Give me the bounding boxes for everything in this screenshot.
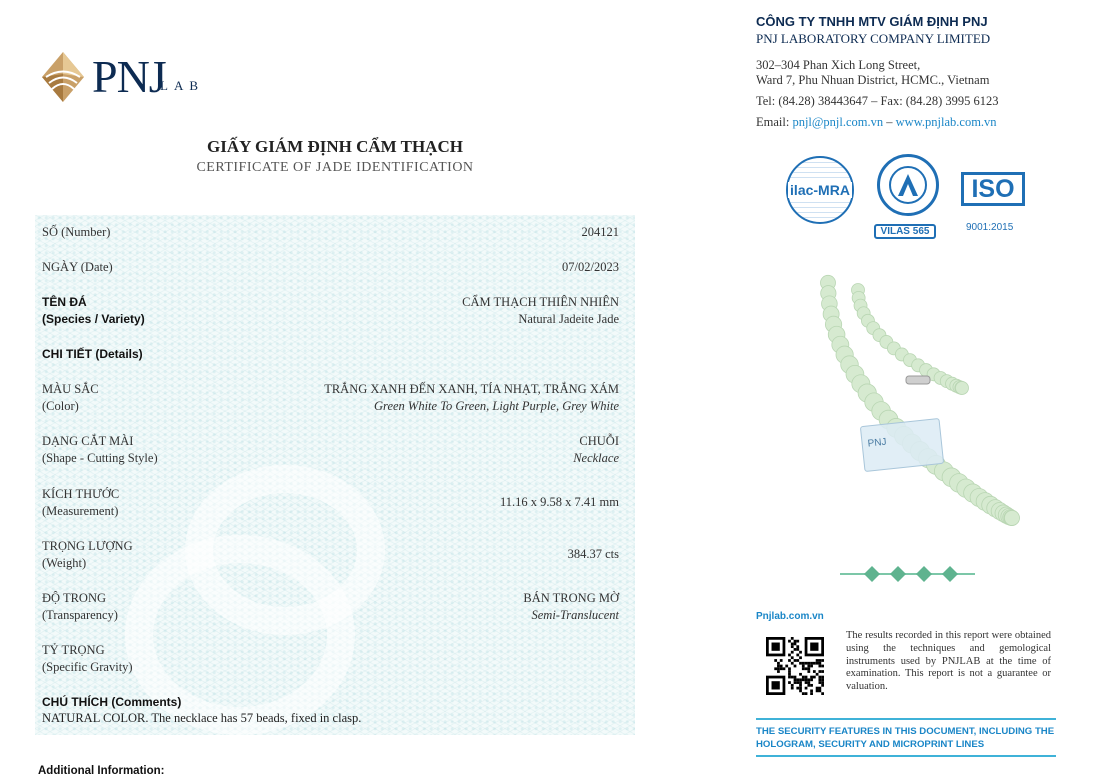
field-label: TỶ TRỌNG (42, 643, 105, 657)
logo-suffix: LAB (160, 78, 204, 93)
identification-tag (860, 418, 944, 472)
divider (756, 718, 1056, 720)
pnj-decorative-band (840, 566, 975, 582)
boa-mark-icon (891, 168, 925, 202)
company-contact (756, 115, 997, 130)
field-value-en: Natural Jadeite Jade (518, 312, 619, 326)
qr-code-icon (765, 637, 825, 695)
clasp-icon (906, 376, 930, 384)
field-label: TÊN ĐÁ (42, 295, 87, 309)
field-value-en: Necklace (573, 451, 619, 465)
boa-badge-icon (877, 154, 939, 216)
certificate-title: GIẤY GIÁM ĐỊNH CẨM THẠCH (207, 137, 463, 156)
field-label: KÍCH THƯỚC (42, 487, 120, 501)
field-label: DẠNG CẮT MÀI (42, 434, 134, 448)
field-value: 07/02/2023 (562, 260, 619, 274)
iso-badge-icon: ISO (961, 172, 1025, 206)
email-link[interactable]: pnjl@pnjl.com.vn (792, 115, 884, 129)
field-label-en: (Species / Variety) (42, 312, 145, 326)
ilac-badge-text: ilac-MRA (788, 182, 852, 198)
security-background-panel (35, 215, 635, 735)
iso-number: 9001:2015 (966, 222, 1014, 233)
certificate-subtitle: CERTIFICATE OF JADE IDENTIFICATION (196, 160, 474, 175)
jade-bead (1005, 510, 1020, 525)
company-address-line2: Ward 7, Phu Nhuan District, HCMC., Vietnam (756, 73, 990, 87)
vilas-badge: VILAS 565 (874, 224, 936, 239)
section-heading: CHÚ THÍCH (Comments) (42, 695, 182, 709)
email-label: Email: (756, 115, 793, 129)
field-value: BÁN TRONG MỜ (523, 591, 619, 605)
accreditation-badges (780, 153, 1060, 243)
field-value: CHUỖI (579, 434, 619, 448)
field-value: 11.16 x 9.58 x 7.41 mm (500, 495, 619, 509)
field-label: TRỌNG LƯỢNG (42, 539, 133, 553)
field-value: 384.37 cts (567, 547, 619, 561)
company-phone: Tel: (84.28) 38443647 – Fax: (84.28) 3995 6123 (756, 94, 999, 108)
boa-badge-inner (889, 166, 927, 204)
comments-text: NATURAL COLOR. The necklace has 57 beads, fixed in clasp. (42, 711, 362, 725)
field-label-en: (Shape - Cutting Style) (42, 451, 158, 465)
pnj-logo-icon (40, 50, 86, 104)
company-name-vn: CÔNG TY TNHH MTV GIÁM ĐỊNH PNJ (756, 14, 988, 29)
field-value: TRẮNG XANH ĐẾN XANH, TÍA NHẠT, TRẮNG XÁM (324, 382, 619, 396)
company-address-line1: 302–304 Phan Xich Long Street, (756, 58, 921, 72)
field-label-en: (Specific Gravity) (42, 660, 133, 674)
field-value: 204121 (581, 225, 619, 239)
disclaimer-text: The results recorded in this report were obtained using the techniques and gemological instruments used by PNJLAB at the time of examination. This report is not a guarantee or valuation. (846, 630, 1051, 693)
field-label-en: (Transparency) (42, 608, 118, 622)
ilac-badge-icon (786, 156, 854, 224)
jade-bead (956, 381, 969, 394)
pnj-band-icon (840, 566, 975, 582)
field-label-en: (Measurement) (42, 504, 119, 518)
tag-text: PNJ (867, 436, 888, 450)
field-label: MÀU SẮC (42, 382, 99, 396)
field-value: CẨM THẠCH THIÊN NHIÊN (462, 295, 619, 309)
security-features-note: THE SECURITY FEATURES IN THIS DOCUMENT, INCLUDING THE HOLOGRAM, SECURITY AND MICROPRINT LINES (756, 726, 1055, 750)
field-label: SỐ (Number) (42, 225, 111, 239)
field-label-en: (Color) (42, 399, 79, 413)
qr-code-graphic (765, 637, 825, 695)
field-value-en: Semi-Translucent (531, 608, 619, 622)
section-heading: CHI TIẾT (Details) (42, 347, 143, 361)
additional-information-label: Additional Information: (38, 765, 165, 777)
field-label: NGÀY (Date) (42, 260, 113, 274)
pnjlab-url-link[interactable]: Pnjlab.com.vn (756, 611, 824, 622)
field-value-en: Green White To Green, Light Purple, Grey White (374, 399, 619, 413)
logo-wordmark: PNJ (92, 51, 166, 102)
website-link[interactable]: www.pnjlab.com.vn (895, 115, 997, 129)
pnj-lab-logo (40, 48, 215, 108)
jade-necklace-photo (810, 248, 1030, 548)
field-label: ĐỘ TRONG (42, 591, 107, 605)
field-label-en: (Weight) (42, 556, 87, 570)
necklace-beads (810, 248, 1030, 548)
email-separator: – (883, 115, 896, 129)
company-name-en: PNJ LABORATORY COMPANY LIMITED (756, 31, 991, 46)
divider (756, 755, 1056, 757)
